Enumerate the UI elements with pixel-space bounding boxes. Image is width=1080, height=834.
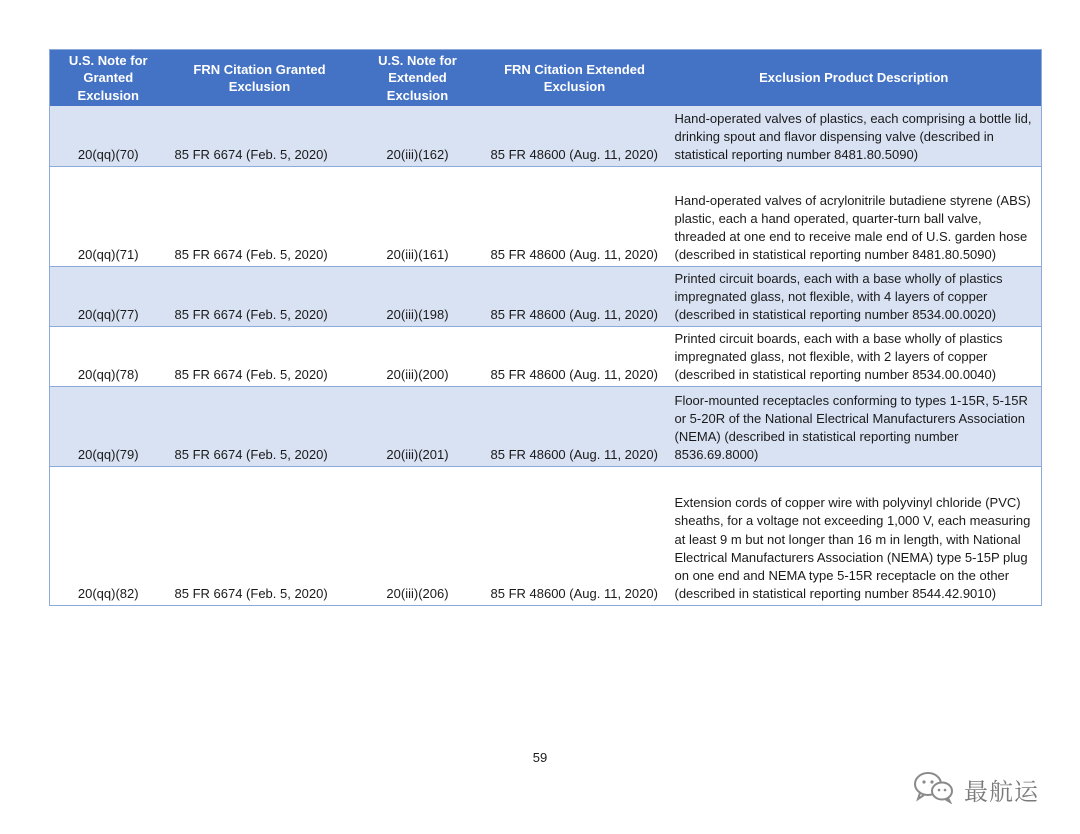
cell-frn-granted: 85 FR 6674 (Feb. 5, 2020) — [167, 106, 353, 166]
cell-note-granted: 20(qq)(77) — [50, 266, 167, 326]
cell-frn-extended: 85 FR 48600 (Aug. 11, 2020) — [483, 106, 667, 166]
cell-description: Printed circuit boards, each with a base wholly of plastics impregnated glass, not flexible, with 2 layers of copper (described in statistical reporting number 8534.00.0040) — [667, 326, 1042, 386]
page-number: 59 — [532, 750, 548, 765]
table-row — [50, 326, 1042, 386]
cell-note-extended: 20(iii)(161) — [353, 166, 483, 266]
cell-frn-extended: 85 FR 48600 (Aug. 11, 2020) — [483, 266, 667, 326]
cell-note-granted: 20(qq)(78) — [50, 326, 167, 386]
table-row — [50, 106, 1042, 166]
cell-note-granted: 20(qq)(82) — [50, 466, 167, 605]
cell-frn-extended: 85 FR 48600 (Aug. 11, 2020) — [483, 166, 667, 266]
cell-note-granted: 20(qq)(79) — [50, 386, 167, 466]
table-row — [50, 166, 1042, 266]
table-row — [50, 266, 1042, 326]
cell-note-granted: 20(qq)(70) — [50, 106, 167, 166]
watermark — [912, 770, 1039, 809]
cell-note-extended: 20(iii)(206) — [353, 466, 483, 605]
cell-note-extended: 20(iii)(162) — [353, 106, 483, 166]
cell-description: Hand-operated valves of plastics, each comprising a bottle lid, drinking spout and flavor dispensing valve (described in statistical reporting number 8481.80.5090) — [667, 106, 1042, 166]
cell-frn-granted: 85 FR 6674 (Feb. 5, 2020) — [167, 326, 353, 386]
cell-frn-granted: 85 FR 6674 (Feb. 5, 2020) — [167, 386, 353, 466]
wechat-icon — [912, 770, 956, 809]
cell-frn-granted: 85 FR 6674 (Feb. 5, 2020) — [167, 166, 353, 266]
cell-description: Floor-mounted receptacles conforming to types 1-15R, 5-15R or 5-20R of the National Electrical Manufacturers Association (NEMA) (described in statistical reporting number 8536.69.8000) — [667, 386, 1042, 466]
cell-frn-extended: 85 FR 48600 (Aug. 11, 2020) — [483, 466, 667, 605]
cell-note-extended: 20(iii)(201) — [353, 386, 483, 466]
cell-note-extended: 20(iii)(198) — [353, 266, 483, 326]
header-note-granted: U.S. Note for Granted Exclusion — [50, 50, 167, 107]
table-header-row — [50, 50, 1042, 107]
cell-description: Extension cords of copper wire with polyvinyl chloride (PVC) sheaths, for a voltage not exceeding 1,000 V, each measuring at least 9 m but not longer than 16 m in length, with National Electrical Manufacturers Association (NEMA) type 5-15P plug on one end and NEMA type 5-15R receptacle on the other (described in statistical reporting number 8544.42.9010) — [667, 466, 1042, 605]
table-row — [50, 386, 1042, 466]
header-description: Exclusion Product Description — [667, 50, 1042, 107]
cell-frn-extended: 85 FR 48600 (Aug. 11, 2020) — [483, 326, 667, 386]
cell-frn-extended: 85 FR 48600 (Aug. 11, 2020) — [483, 386, 667, 466]
exclusions-table — [49, 49, 1042, 606]
cell-note-granted: 20(qq)(71) — [50, 166, 167, 266]
cell-description: Hand-operated valves of acrylonitrile butadiene styrene (ABS) plastic, each a hand operated, quarter-turn ball valve, threaded at one end to receive male end of U.S. garden hose (described in statistical reporting number 8481.80.5090) — [667, 166, 1042, 266]
cell-note-extended: 20(iii)(200) — [353, 326, 483, 386]
cell-frn-granted: 85 FR 6674 (Feb. 5, 2020) — [167, 466, 353, 605]
table-row — [50, 466, 1042, 605]
cell-description: Printed circuit boards, each with a base wholly of plastics impregnated glass, not flexible, with 4 layers of copper (described in statistical reporting number 8534.00.0020) — [667, 266, 1042, 326]
header-note-extended: U.S. Note for Extended Exclusion — [353, 50, 483, 107]
watermark-text: 最航运 — [964, 779, 1039, 806]
header-frn-extended: FRN Citation Extended Exclusion — [483, 50, 667, 107]
header-frn-granted: FRN Citation Granted Exclusion — [167, 50, 353, 107]
cell-frn-granted: 85 FR 6674 (Feb. 5, 2020) — [167, 266, 353, 326]
